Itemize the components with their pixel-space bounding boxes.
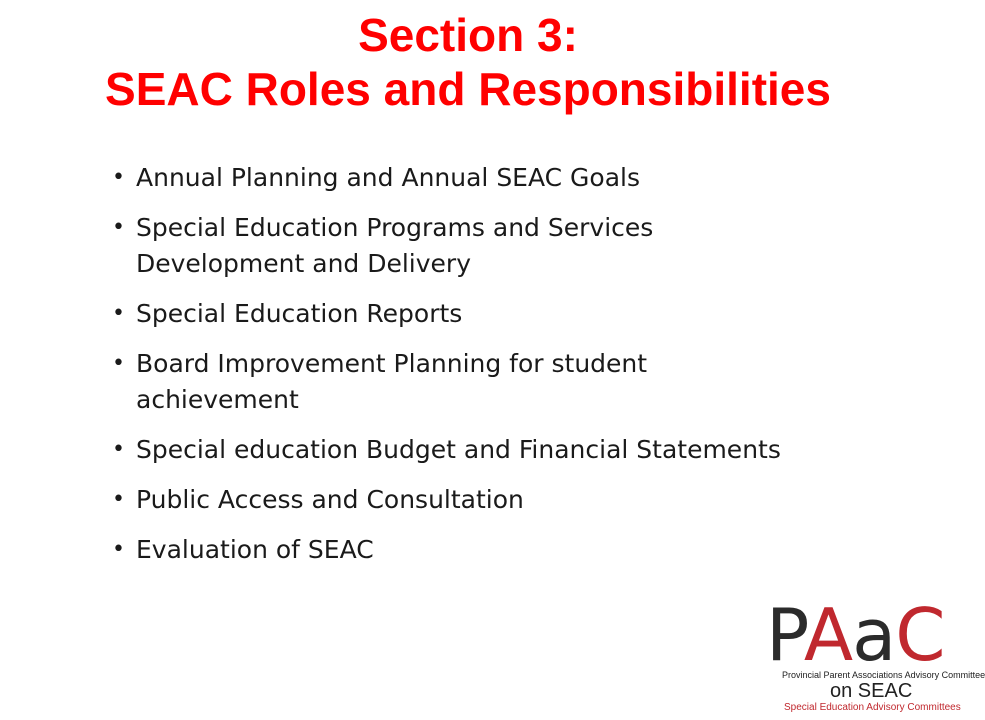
bullet-item	[112, 532, 792, 568]
bullet-dot-icon: •	[112, 487, 125, 512]
bullet-item	[112, 210, 792, 282]
logo-tagline: Provincial Parent Associations Advisory Committee	[782, 670, 985, 680]
title-line-1: Section 3:	[358, 9, 578, 61]
bullet-text: Evaluation of SEAC	[136, 535, 374, 564]
bullet-item	[112, 160, 792, 196]
bullet-text: Special Education Reports	[136, 299, 463, 328]
bullet-text: Board Improvement Planning for student achievement	[136, 349, 648, 414]
bullet-dot-icon: •	[112, 537, 125, 562]
bullet-item	[112, 432, 792, 468]
bullet-dot-icon: •	[112, 215, 125, 240]
bullet-list	[112, 160, 792, 582]
bullet-text: Annual Planning and Annual SEAC Goals	[136, 163, 641, 192]
logo-letter: a	[852, 593, 896, 677]
bullet-text: Public Access and Consultation	[136, 485, 524, 514]
bullet-dot-icon: •	[112, 437, 125, 462]
bullet-item	[112, 346, 792, 418]
logo-letter: P	[766, 593, 804, 677]
bullet-item	[112, 482, 792, 518]
logo-letter: A	[803, 593, 853, 677]
bullet-dot-icon: •	[112, 165, 125, 190]
bullet-dot-icon: •	[112, 301, 125, 326]
logo-bottom-line: Special Education Advisory Committees	[784, 702, 961, 713]
slide-title	[0, 8, 936, 116]
bullet-item	[112, 296, 792, 332]
logo-on-seac: on SEAC	[830, 680, 913, 702]
bullet-text: Special education Budget and Financial Statements	[136, 435, 781, 464]
paac-logo	[766, 593, 985, 716]
bullet-dot-icon: •	[112, 351, 125, 376]
logo-letter: C	[895, 593, 945, 677]
title-line-2: SEAC Roles and Responsibilities	[105, 63, 831, 115]
bullet-text: Special Education Programs and Services Development and Delivery	[136, 213, 654, 278]
